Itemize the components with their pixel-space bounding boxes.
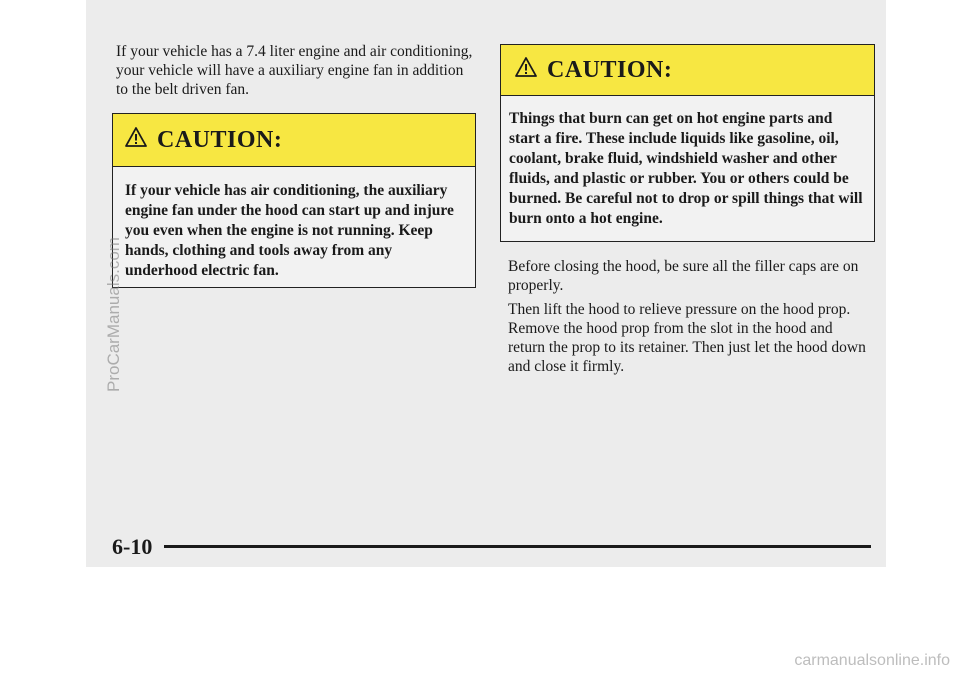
- caution-box-fan: [112, 113, 476, 288]
- warning-triangle-icon: [125, 127, 147, 154]
- caution-heading: CAUTION:: [547, 56, 673, 83]
- footer-rule: [164, 545, 871, 548]
- caution-body-text: Things that burn can get on hot engine parts and start a fire. These include liquids like gasoline, oil, coolant, brake fluid, windshield washer and other fluids, and plastic or rubber. You or others could be burned. Be careful not to drop or spill things that will burn onto a hot engine.: [509, 110, 863, 227]
- caution-box-fire: [500, 44, 875, 242]
- filler-caps-paragraph: Before closing the hood, be sure all the filler caps are on properly.: [508, 258, 859, 294]
- intro-paragraph: If your vehicle has a 7.4 liter engine and air conditioning, your vehicle will have a auxiliary engine fan in addition to the belt driven fan.: [116, 43, 473, 98]
- caution-header: [501, 45, 874, 96]
- watermark-vertical: ProCarManuals.com: [104, 237, 123, 392]
- hood-close-paragraph: Then lift the hood to relieve pressure on the hood prop. Remove the hood prop from the slot in the hood and return the prop to its retainer. Then just let the hood down and close it firmly.: [508, 301, 866, 375]
- caution-body-text: If your vehicle has air conditioning, the auxiliary engine fan under the hood can start up and injure you even when the engine is not running. Keep hands, clothing and tools away from any underhood electric fan.: [125, 182, 454, 279]
- caution-header: [113, 114, 475, 167]
- caution-heading: CAUTION:: [157, 126, 283, 153]
- watermark-bottom: carmanualsonline.info: [794, 652, 950, 669]
- warning-triangle-icon: [515, 57, 537, 84]
- page-number: 6-10: [112, 534, 153, 559]
